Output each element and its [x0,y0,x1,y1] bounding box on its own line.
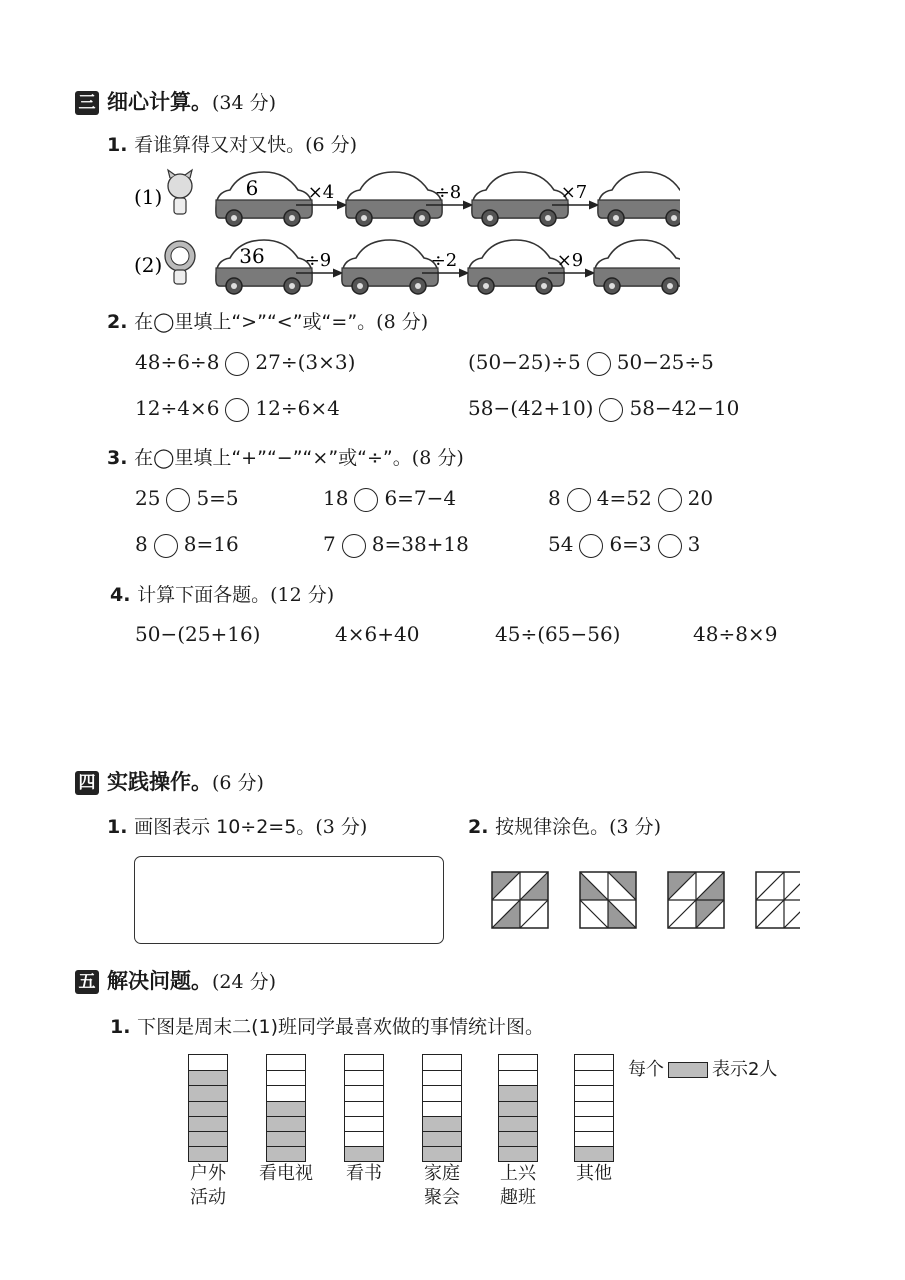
expr-left: (50−25)÷5 [468,350,581,374]
activity-chart [170,1050,630,1270]
lion-icon [165,241,195,284]
compare-item [468,396,739,422]
bar-cell [345,1070,383,1085]
bar-cell [499,1146,537,1161]
category-label-line: 趣班 [500,1187,536,1208]
operand: 8 [548,486,561,510]
question-number: 1. [107,134,128,156]
question-points: (3 分) [609,816,662,838]
bar-cell [575,1146,613,1161]
category-label-line: 聚会 [424,1187,460,1208]
compare-item [468,350,714,376]
section-points: (24 分) [212,971,277,993]
legend-swatch [668,1062,708,1078]
section-number: 四 [75,771,99,795]
question-text: 看谁算得又对又快。 [134,134,306,156]
question-text: 在◯里填上“>”“<”或“=”。 [134,311,377,333]
bar-cell [575,1085,613,1100]
bar-cell [345,1131,383,1146]
question-5-1 [110,1012,544,1039]
expr-right: 12÷6×4 [255,396,340,420]
question-number: 2. [107,311,128,333]
chart-legend [628,1058,777,1082]
answer-circle[interactable] [587,352,611,376]
question-text: 计算下面各题。 [137,584,271,606]
operand: 7 [323,532,336,556]
car-2 [346,172,442,226]
car-2 [342,240,438,294]
question-text: 下图是周末二(1)班同学最喜欢做的事情统计图。 [137,1016,544,1038]
question-number: 3. [107,447,128,469]
bar-cell [189,1101,227,1116]
category-label [486,1162,550,1210]
car-4 [594,240,680,294]
section-5-heading [75,965,276,995]
pattern-square-1 [492,872,548,928]
expr-left: 58−(42+10) [468,396,594,420]
compare-item [135,396,340,422]
operand: 6=7−4 [384,486,457,510]
legend-prefix: 每个 [628,1059,664,1080]
section-3-heading [75,86,276,116]
bar-上兴趣班 [498,1054,538,1162]
question-3-2 [107,307,428,334]
question-points: (8 分) [376,311,429,333]
op-1: ÷9 [304,250,332,271]
bar-cell [267,1131,305,1146]
bar-cell [267,1070,305,1085]
bar-cell [423,1131,461,1146]
category-label [410,1162,474,1210]
pattern-square-4[interactable] [756,872,800,928]
operand: 6=3 [609,532,652,556]
operator-item [135,486,239,512]
answer-circle[interactable] [567,488,591,512]
section-title: 解决问题。 [107,969,212,993]
bar-cell [499,1070,537,1085]
car-4 [598,172,680,226]
bar-cell [267,1085,305,1100]
row-2-label: (2) [134,253,163,277]
question-number: 1. [107,816,128,838]
op-2: ÷8 [434,182,462,203]
bar-cell [189,1070,227,1085]
expr-left: 48÷6÷8 [135,350,220,374]
category-label-line: 看书 [346,1163,382,1184]
category-label-line: 其他 [576,1163,612,1184]
operand: 5=5 [196,486,239,510]
operand: 8 [135,532,148,556]
answer-circle[interactable] [166,488,190,512]
question-4-1 [107,812,367,839]
operator-item [548,486,713,512]
category-label-line: 家庭 [424,1163,460,1184]
bar-cell [499,1101,537,1116]
operator-item [323,486,456,512]
bar-cell [423,1085,461,1100]
category-label-line: 户外 [190,1163,226,1184]
category-label-line: 上兴 [500,1163,536,1184]
expr-left: 12÷4×6 [135,396,220,420]
bar-cell [189,1055,227,1070]
category-label-line: 看电视 [259,1163,313,1184]
start-number: 6 [245,176,259,200]
bar-cell [267,1116,305,1131]
bar-cell [345,1146,383,1161]
bar-cell [423,1116,461,1131]
operand: 8=16 [183,532,239,556]
pattern-square-2 [580,872,636,928]
car-chain-figure [120,160,680,300]
bar-cell [345,1116,383,1131]
section-title: 实践操作。 [107,770,212,794]
op-2: ÷2 [430,250,458,271]
answer-circle[interactable] [225,352,249,376]
bar-cell [423,1146,461,1161]
calc-item: 45÷(65−56) [495,622,621,646]
pattern-square-3 [668,872,724,928]
compare-item [135,350,355,376]
op-3: ×9 [556,250,584,271]
op-3: ×7 [560,182,588,203]
question-text: 画图表示 10÷2=5。 [134,816,316,838]
answer-circle[interactable] [154,534,178,558]
section-points: (34 分) [212,92,277,114]
bar-cell [189,1146,227,1161]
question-number: 2. [468,816,489,838]
operator-item [323,532,469,558]
bar-cell [423,1101,461,1116]
row-1-label: (1) [134,185,163,209]
answer-circle[interactable] [579,534,603,558]
operand: 20 [687,486,714,510]
bar-cell [423,1070,461,1085]
bar-cell [423,1055,461,1070]
bar-cell [189,1085,227,1100]
bar-cell [575,1101,613,1116]
operand: 4=52 [596,486,652,510]
operator-item [548,532,700,558]
question-points: (8 分) [411,447,464,469]
bar-cell [267,1146,305,1161]
question-points: (3 分) [315,816,368,838]
bar-cell [189,1116,227,1131]
bar-cell [345,1055,383,1070]
pattern-squares [490,870,800,934]
question-text: 按规律涂色。 [495,816,610,838]
bar-cell [575,1116,613,1131]
cat-icon [168,170,192,214]
bar-cell [267,1055,305,1070]
bar-cell [499,1085,537,1100]
operand: 8=38+18 [371,532,469,556]
answer-circle[interactable] [658,488,682,512]
section-title: 细心计算。 [107,90,212,114]
calc-item: 48÷8×9 [693,622,778,646]
category-label [332,1162,396,1186]
question-3-1 [107,130,357,157]
bar-cell [499,1116,537,1131]
answer-circle[interactable] [225,398,249,422]
car-1 [216,172,312,226]
operand: 3 [687,532,701,556]
question-number: 1. [110,1016,131,1038]
operand: 25 [135,486,161,510]
bar-cell [345,1101,383,1116]
operand: 54 [548,532,574,556]
answer-circle[interactable] [658,534,682,558]
question-text: 在◯里填上“+”“−”“×”或“÷”。 [134,447,412,469]
answer-circle[interactable] [599,398,623,422]
bar-看书 [344,1054,384,1162]
bar-cell [499,1055,537,1070]
calc-item: 4×6+40 [335,622,420,646]
question-points: (6 分) [305,134,358,156]
operator-item [135,532,239,558]
expr-right: 58−42−10 [629,396,740,420]
section-points: (6 分) [212,772,264,794]
bar-看电视 [266,1054,306,1162]
section-number: 五 [75,970,99,994]
bar-cell [575,1070,613,1085]
bar-其他 [574,1054,614,1162]
bar-cell [575,1055,613,1070]
bar-户外活动 [188,1054,228,1162]
question-3-4 [110,580,334,607]
question-number: 4. [110,584,131,606]
answer-circle[interactable] [354,488,378,512]
bar-家庭聚会 [422,1054,462,1162]
category-label [254,1162,318,1186]
category-label-line: 活动 [190,1187,226,1208]
op-1: ×4 [307,182,335,203]
operand: 18 [323,486,349,510]
legend-suffix: 表示2人 [712,1059,778,1080]
category-label [176,1162,240,1210]
category-label [562,1162,626,1186]
question-3-3 [107,443,464,470]
bar-cell [345,1085,383,1100]
question-4-2 [468,812,661,839]
answer-circle[interactable] [342,534,366,558]
question-points: (12 分) [270,584,335,606]
bar-cell [499,1131,537,1146]
expr-right: 50−25÷5 [616,350,714,374]
calc-item: 50−(25+16) [135,622,261,646]
expr-right: 27÷(3×3) [255,350,356,374]
car-3 [468,240,564,294]
car-3 [472,172,568,226]
bar-cell [267,1101,305,1116]
drawing-box[interactable] [134,856,444,944]
bar-cell [189,1131,227,1146]
section-number: 三 [75,91,99,115]
section-4-heading [75,766,264,796]
bar-cell [575,1131,613,1146]
start-number: 36 [239,244,265,268]
